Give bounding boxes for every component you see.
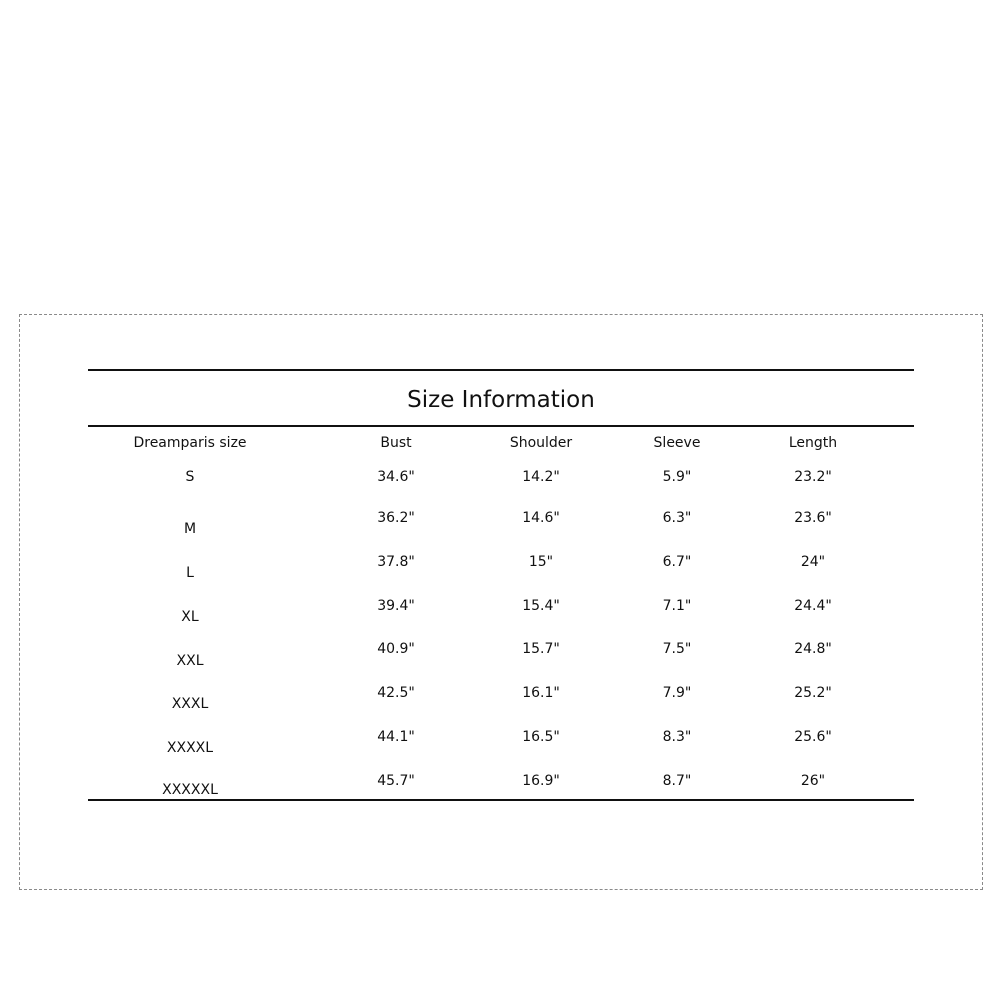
length-value: 25.6": [794, 729, 832, 745]
bust-value: 37.8": [377, 554, 415, 570]
sleeve-value: 7.1": [662, 598, 692, 614]
length-value: 25.2": [794, 685, 832, 701]
size-label: XXXXXL: [162, 782, 218, 798]
bust-value: 40.9": [377, 641, 415, 657]
table-bottom-rule: [88, 799, 914, 801]
page-title: Size Information: [407, 387, 595, 413]
size-label: XXL: [176, 653, 204, 669]
bust-value: 36.2": [377, 510, 415, 526]
shoulder-value: 16.9": [522, 773, 560, 789]
column-header-shoulder: Shoulder: [509, 435, 573, 451]
bust-value: 34.6": [377, 469, 415, 485]
table-header-rule: [88, 425, 914, 427]
size-label: L: [186, 565, 194, 581]
sleeve-value: 8.7": [662, 773, 692, 789]
shoulder-value: 16.1": [522, 685, 560, 701]
shoulder-value: 15.7": [522, 641, 560, 657]
shoulder-value: 15": [528, 554, 554, 570]
sleeve-value: 6.7": [662, 554, 692, 570]
size-label: S: [185, 469, 195, 485]
size-label: XL: [181, 609, 199, 625]
sleeve-value: 5.9": [662, 469, 692, 485]
size-label: M: [183, 521, 197, 537]
column-header-sleeve: Sleeve: [653, 435, 701, 451]
bust-value: 39.4": [377, 598, 415, 614]
shoulder-value: 14.2": [522, 469, 560, 485]
column-header-size: Dreamparis size: [133, 435, 247, 451]
bust-value: 45.7": [377, 773, 415, 789]
shoulder-value: 16.5": [522, 729, 560, 745]
length-value: 23.6": [794, 510, 832, 526]
column-header-length: Length: [788, 435, 838, 451]
bust-value: 42.5": [377, 685, 415, 701]
sleeve-value: 6.3": [662, 510, 692, 526]
length-value: 24.4": [794, 598, 832, 614]
sleeve-value: 7.9": [662, 685, 692, 701]
shoulder-value: 14.6": [522, 510, 560, 526]
sleeve-value: 8.3": [662, 729, 692, 745]
bust-value: 44.1": [377, 729, 415, 745]
size-label: XXXL: [171, 696, 209, 712]
size-label: XXXXL: [166, 740, 214, 756]
length-value: 24": [800, 554, 826, 570]
length-value: 23.2": [794, 469, 832, 485]
length-value: 24.8": [794, 641, 832, 657]
length-value: 26": [800, 773, 826, 789]
column-header-bust: Bust: [380, 435, 412, 451]
sleeve-value: 7.5": [662, 641, 692, 657]
shoulder-value: 15.4": [522, 598, 560, 614]
table-top-rule: [88, 369, 914, 371]
